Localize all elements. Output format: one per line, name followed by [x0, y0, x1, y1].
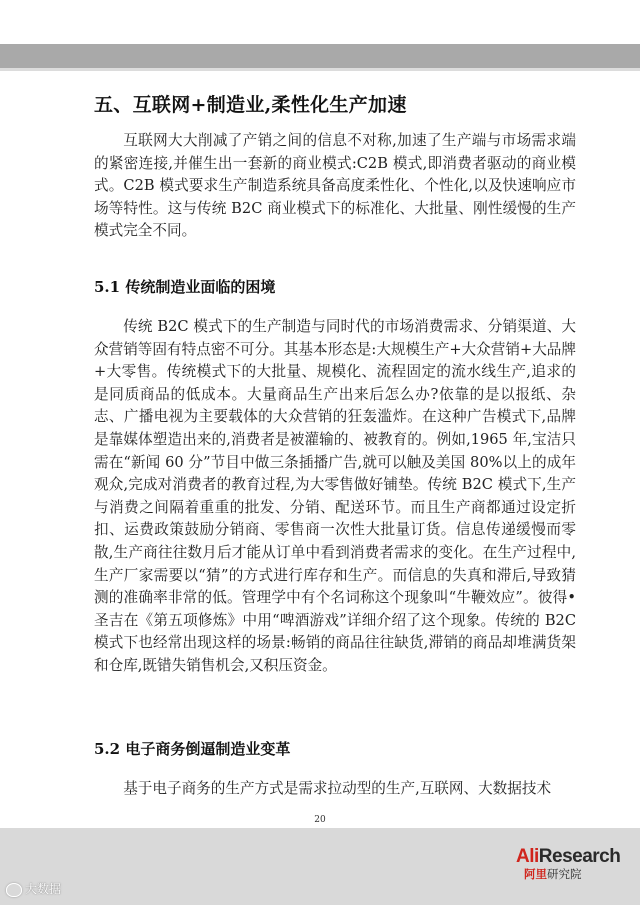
- watermark-text: 大数据: [25, 882, 62, 896]
- watermark: [6, 880, 61, 897]
- top-margin: [0, 0, 640, 44]
- brand-ali: Ali: [516, 846, 539, 867]
- header-bar-shadow: [0, 68, 640, 71]
- brand-name: [516, 846, 636, 868]
- subsection-heading-5-2: 5.2 电子商务倒逼制造业变革: [94, 740, 291, 758]
- subsection-heading-5-1: 5.1 传统制造业面临的困境: [94, 278, 276, 296]
- intro-paragraph: 互联网大大削减了产销之间的信息不对称,加速了生产端与市场需求端的紧密连接,并催生出一套新的商业模式:C2B 模式,即消费者驱动的商业模式。C2B 模式要求生产制造系统具备高度柔性化、个性化,以及快速响应市场等特性。这与传统 B2C 商业模式下的标准化、大批量、刚性缓慢的生产模式完全不同。: [94, 132, 576, 240]
- brand-sub-ali: 阿里: [524, 867, 547, 881]
- brand-subtitle: [524, 866, 636, 882]
- page-number: 20: [314, 815, 326, 825]
- aliresearch-logo: [516, 846, 636, 882]
- subsection-5-1-paragraph: 传统 B2C 模式下的生产制造与同时代的市场消费需求、分销渠道、大众营销等固有特点密不可分。其基本形态是:大规模生产+大众营销+大品牌+大零售。传统模式下的大批量、规模化、流程固定的流水线生产,追求的是同质商品的低成本。大量商品生产出来后怎么办?依靠的是以报纸、杂志、广播电视为主要载体的大众营销的狂轰滥炸。在这种广告模式下,品牌是靠媒体塑造出来的,消费者是被灌输的、被教育的。例如,1965 年,宝洁只需在“新闻 60 分”节目中做三条插播广告,就可以触及美国 80%以上的成年观众,完成对消费者的教育过程,为大零售做好铺垫。传统 B2C 模式下,生产与消费之间隔着重重的批发、分销、配送环节。而且生产商都通过设定折扣、运费政策鼓励分销商、零售商一次性大批量订货。信息传递缓慢而零散,生产商往往数月后才能从订单中看到消费者需求的变化。在生产过程中,生产厂家需要以“猜”的方式进行库存和生产。而信息的失真和滞后,导致猜测的准确率非常的低。管理学中有个名词称这个现象叫“牛鞭效应”。彼得•圣吉在《第五项修炼》中用“啤酒游戏”详细介绍了这个现象。传统的 B2C 模式下也经常出现这样的场景:畅销的商品往往缺货,滞销的商品却堆满货架和仓库,既错失销售机会,又积压资金。: [94, 318, 576, 674]
- brand-sub-institute: 研究院: [547, 867, 582, 881]
- section-title: 五、互联网+制造业,柔性化生产加速: [94, 94, 407, 116]
- brand-research: Research: [538, 846, 621, 867]
- subsection-5-2-paragraph: 基于电子商务的生产方式是需求拉动型的生产,互联网、大数据技术: [123, 780, 552, 797]
- header-bar: [0, 44, 640, 68]
- weibo-icon: [6, 883, 22, 897]
